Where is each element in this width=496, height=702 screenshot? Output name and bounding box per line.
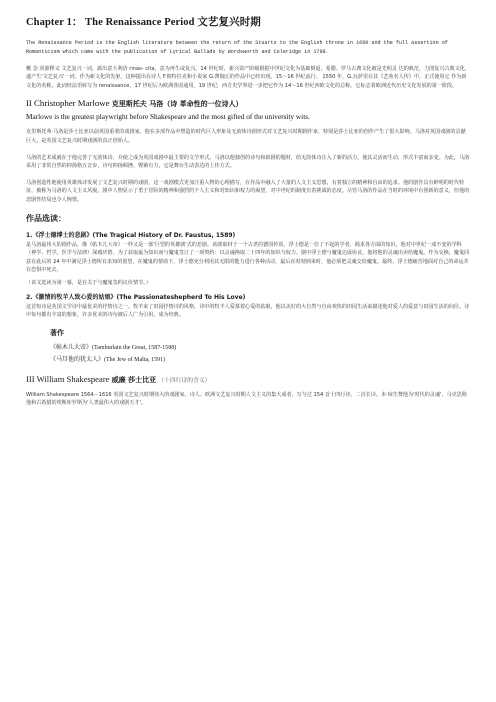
work-1-note: （该文选读为第一幕，是有关于与魔鬼签约议价情节。）	[26, 279, 151, 286]
section-heading-marlowe	[26, 98, 470, 109]
works-list-item: 《帖木儿大帝》(Tamburlain the Great, 1587-1588)	[50, 344, 177, 351]
chapter-title: Chapter 1： The Renaissance Period 文艺复兴时期	[26, 17, 261, 28]
marlowe-subheading: Marlowe is the greatest playwright before Shakespeare and the most gifted of the university wits.	[26, 112, 310, 122]
work-1-title: 1.《浮士德博士的悲剧》(The Tragical History of Dr. Faustus, 1589)	[26, 231, 236, 239]
intro-chinese-paragraph: 概 念 同源释义 文艺复兴一词，源出意大利语 rinas- cita，意为再生或复兴。14 世纪时，新兴资产阶级根据中世纪文化为基础倒退，希腊、罗马古典文化被是光明灵 达的典范，力图复兴古典文化，遂产生'文艺复兴'一词。作为新文化的先驱，这种提出在诗人 F.彼特拉克和小说家 G.薄伽丘的作品中已经出现。15～16 世纪流行。 1550 年，G.瓦萨里在其《艺苑名人传》中，正式使用它 作为新文化的名称。此词经法语转写为 renaissance，17 世纪后为欧洲各国通用。19 世纪，西方史学界进一步把它作为 14～16 世纪西欧文化的总称。它标志着欧洲近代历史文化发展的第一阶段。	[26, 65, 470, 89]
shakespeare-heading-chinese: 威廉 莎士比亚	[111, 375, 157, 384]
work-1-body: 是马洛最伟大的剧作品，像《帖木儿大帝》一样又是一部'巨型的英雄剧'式的悲剧。该剧取材于一个古老的德国传说，浮士德是一位了不起的学者，渴求各方面的知识，他对中世纪一成不变的学科（神学、哲学、医学与法律）深感厌倦，为了获取最为知识而与魔鬼签订了一项契约：以灵魂换取二十四年的知识与权力。剧中浮士德与魔鬼达成协议，他将他的灵魂出卖给魔鬼。作为交换，魔鬼同意在此后的 24 年中满足浮士德所有求知的愿望，在魔鬼的帮助下，浮士德充分利用其无限的能力进行各种活动，最后在时刻到来时，他必须把灵魂交给魔鬼。最终，浮士德痛苦地面对自己的命运并在恐惧中死去。	[26, 241, 470, 274]
shakespeare-paragraph: William Shakespeare 1564－1616 英国文艺复兴时期伟大的戏剧家、诗人。欧洲文艺复兴时期人文主义的集大成者，写与过 154 首十四行诗，二首长诗。本·琼生赞他为'时代的灵魂'，马克思称他和古希腊的埃斯库罗斯为'人类最伟大的戏剧天才'。	[26, 391, 467, 407]
marlowe-paragraph-3: 马洛创造性地使用英雄体诗发展了文艺复兴时期的戏剧，这一戏剧模式更加注重人物的心理描写，在作品中融入了大量的人文主义思想，有着独立的精神和自由的追求。他的剧作具有鲜明的时代特征，被称为马洛的人文主义风貌，剧中人物显示了勇于冒险的精神和强烈的个人主义和对知识和权力的渴望，对中世纪的制度有着挑战的态度。尽管马洛的作品在当时的环境中有创新的意义，但他的悲剧性结局也令人惋惜。	[26, 179, 470, 203]
marlowe-paragraph-1: 克里斯托弗·马洛是莎士比亚以前英国重要的戏剧家，他在多部作品中塑造的时代巨人形象及无韵体诗剧形式对文艺复兴时期剧作家，特别是莎士比亚的创作产生了很大影响。马洛对英国戏剧的贡献巨大，是英国文艺复兴时期戏剧的真正创始人。	[26, 129, 466, 144]
works-list	[26, 328, 470, 366]
shakespeare-heading-note: （十四行诗的含义）	[158, 377, 211, 384]
work-2-body: 这首短诗是英国文学诗中最优美的抒情诗之一。牧羊来了田园抒情诗的风格，诗中的牧羊人爱慕着心爱的姑娘，他以美好的大自然与自由欢快的田园生活来描述他对爱人的爱意与田园生活的向往。诗中每句都有丰富的想象，许多优美的诗句被后人广为引用，成为经典。	[26, 303, 470, 319]
marlowe-paragraph-2: 马洛的艺术成就在于他完善了无韵体诗，并使之成为英国戏剧中最主要的文学形式。马洛以他独创的诗句和新剧的题材，给无韵体诗注入了新的活力，使其灵活而生动，形式丰富而多变。为此，马洛采用了非常自然的抑扬格五音步，诗句抑扬顿挫，铿锵有力，它是舞台生动表达的上佳方式。	[26, 154, 470, 170]
work-2-title: 2.《激情的牧羊人致心爱的姑娘》(The Passionateshepherd To His Love)	[26, 293, 246, 301]
works-list-label: 著作	[50, 328, 64, 337]
shakespeare-heading-english: III William Shakespeare	[26, 373, 110, 384]
works-list-item: 《马耳他的犹太人》(The Jew of Malta, 1591)	[50, 356, 166, 363]
intro-english-paragraph: The Renaissance Period is the English literature between the return of the Stuarts to the English throne in 1660 and the full assertion of Romanticism which came with the publication of Lyrical Ballads by Wordsworth and Coleridge in 1798.	[26, 40, 448, 55]
section-heading-shakespeare	[26, 374, 470, 385]
works-selection-heading: 作品选读：	[26, 213, 66, 223]
marlowe-heading-english: II Christopher Marlowe	[26, 98, 110, 109]
marlowe-heading-chinese: 克里斯托夫 马洛（诗 革命性的一位诗人）	[111, 100, 243, 109]
